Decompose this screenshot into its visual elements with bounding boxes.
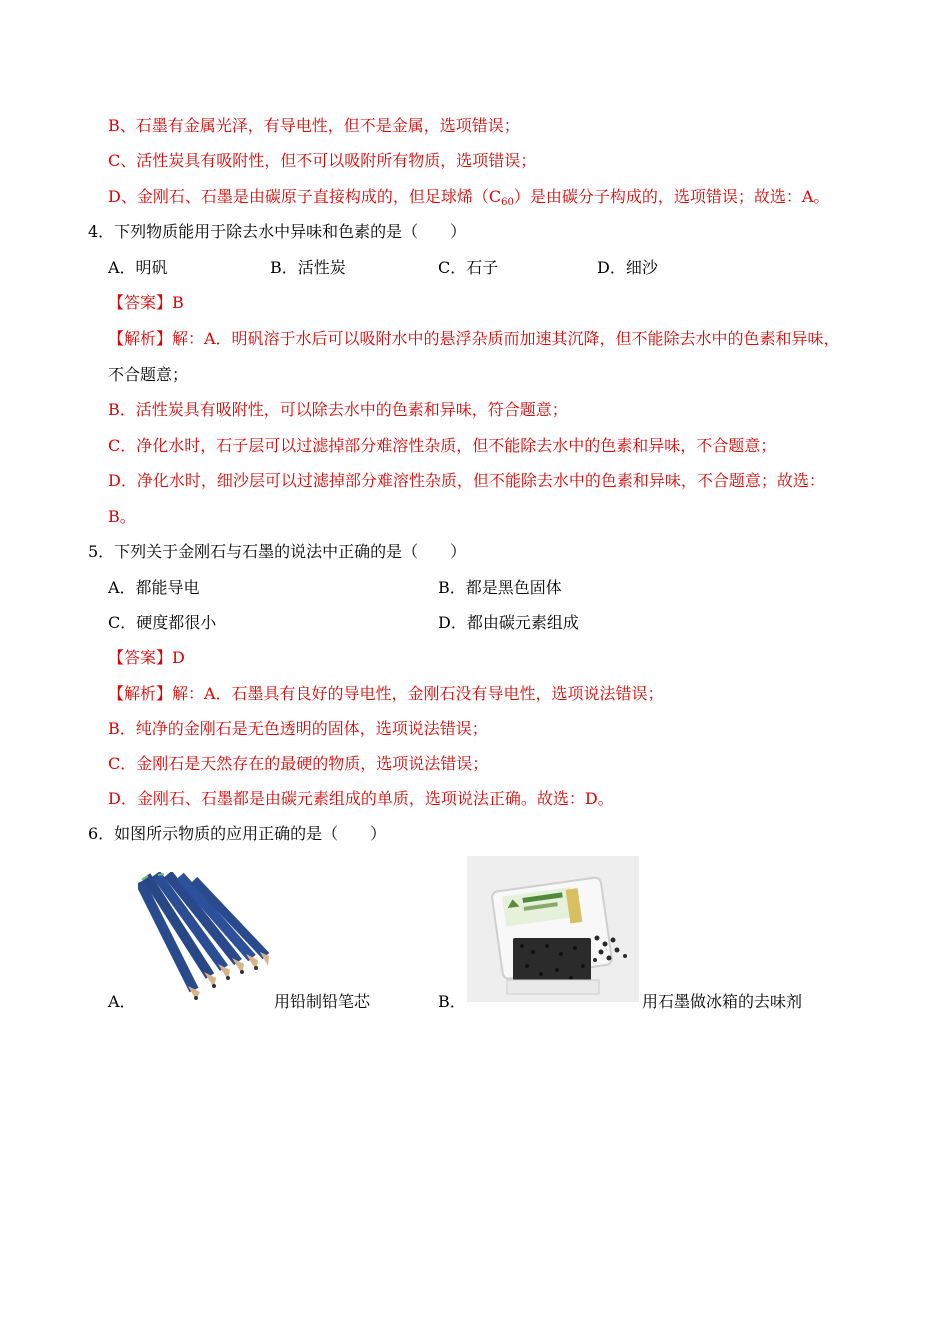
analysis-line: D．净化水时，细沙层可以过滤掉部分难溶性杂质，但不能除去水中的色素和异味，不合题意；故选： [108, 471, 825, 490]
subscript: 60 [501, 197, 514, 208]
option-a: A．明矾 [108, 258, 168, 277]
pencils-image [138, 872, 270, 1002]
analysis-text: ）是由碳分子构成的，选项错误；故选：A。 [513, 187, 830, 206]
option-a-letter: A． [108, 992, 136, 1011]
analysis-line: B。 [108, 507, 136, 526]
question-stem: 4．下列物质能用于除去水中异味和色素的是（ ） [88, 222, 467, 241]
option-d: D．细沙 [597, 258, 658, 277]
analysis-line: 不合题意； [108, 365, 189, 384]
analysis-line: B．纯净的金刚石是无色透明的固体，选项说法错误； [108, 719, 488, 738]
option-b: B．活性炭 [270, 258, 346, 277]
answer-label: 【答案】D [108, 648, 185, 667]
option-a-text: 用铅制铅笔芯 [274, 992, 371, 1011]
analysis-line: C、活性炭具有吸附性，但不可以吸附所有物质，选项错误； [108, 151, 537, 170]
option-a: A．都能导电 [108, 578, 200, 597]
analysis-line [108, 187, 829, 213]
question-stem: 5．下列关于金刚石与石墨的说法中正确的是（ ） [88, 542, 467, 561]
analysis-line: C．净化水时，石子层可以过滤掉部分难溶性杂质，但不能除去水中的色素和异味，不合题意； [108, 436, 777, 455]
option-b-text: 用石墨做冰箱的去味剂 [642, 992, 803, 1011]
analysis-line: 【解析】解：A．石墨具有良好的导电性，金刚石没有导电性，选项说法错误； [108, 684, 664, 703]
analysis-line: D．金刚石、石墨都是由碳元素组成的单质，选项说法正确。故选：D。 [108, 789, 614, 808]
option-d: D．都由碳元素组成 [438, 613, 579, 632]
analysis-line: B．活性炭具有吸附性，可以除去水中的色素和异味，符合题意； [108, 400, 568, 419]
analysis-line: 【解析】解：A．明矾溶于水后可以吸附水中的悬浮杂质而加速其沉降，但不能除去水中的色素和异味， [108, 329, 840, 348]
analysis-line: B、石墨有金属光泽，有导电性，但不是金属，选项错误； [108, 116, 520, 135]
analysis-text: D、金刚石、石墨是由碳原子直接构成的，但足球烯（C [108, 187, 502, 206]
option-b-letter: B． [438, 992, 466, 1011]
analysis-line: C．金刚石是天然存在的最硬的物质，选项说法错误； [108, 754, 489, 773]
option-b: B．都是黑色固体 [438, 578, 562, 597]
fridge-deodorizer-image [467, 856, 639, 1002]
question-stem: 6．如图所示物质的应用正确的是（ ） [88, 824, 387, 843]
answer-label: 【答案】B [108, 293, 184, 312]
option-c: C．石子 [438, 258, 499, 277]
option-c: C．硬度都很小 [108, 613, 217, 632]
